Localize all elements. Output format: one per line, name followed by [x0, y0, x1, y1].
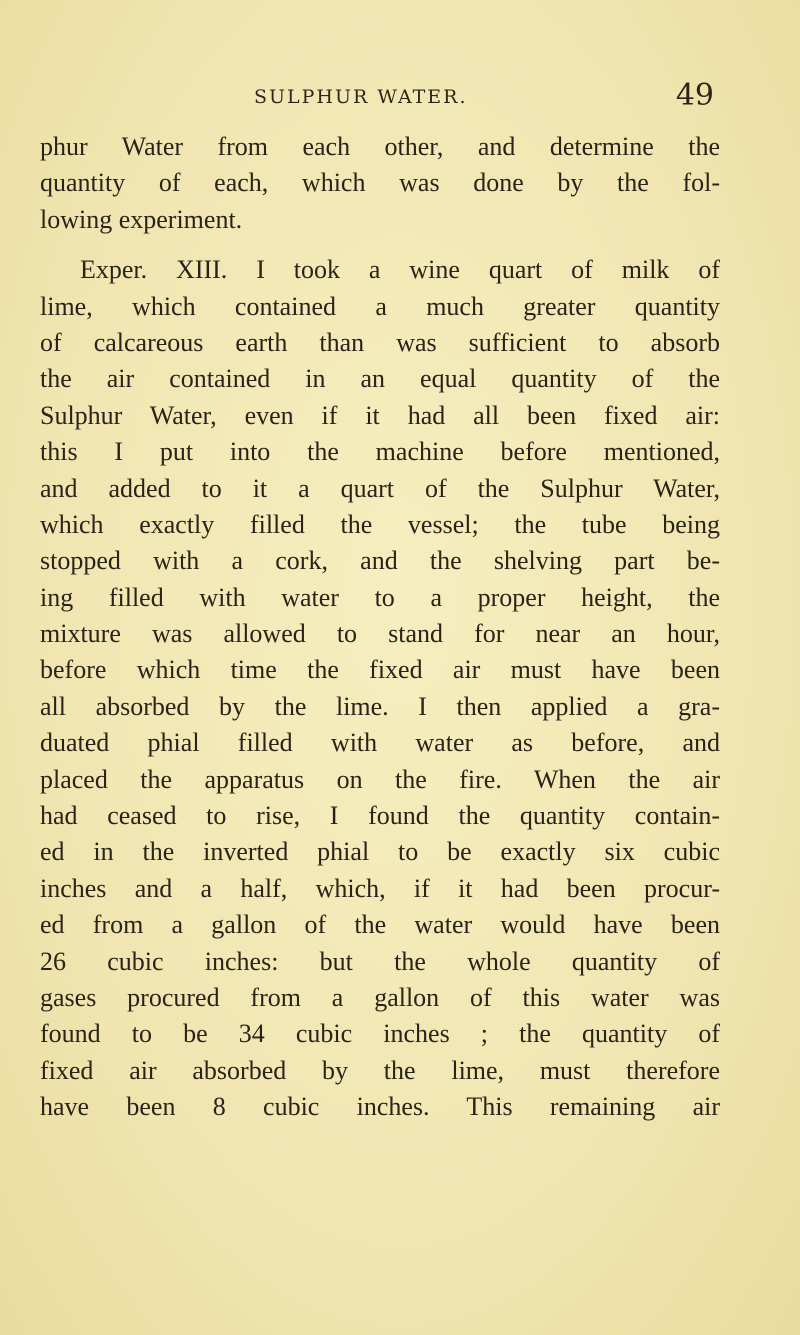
- text-line: which exactly filled the vessel; the tube being: [40, 509, 720, 539]
- text-line: quantity of each, which was done by the fol-: [40, 168, 720, 198]
- text-line: before which time the fixed air must have been: [40, 655, 720, 685]
- text-line: ed in the inverted phial to be exactly six cubic: [40, 837, 720, 867]
- text-line: lime, which contained a much greater quantity: [40, 291, 720, 321]
- text-line: ed from a gallon of the water would have been: [40, 910, 720, 940]
- text-line: duated phial filled with water as before, and: [40, 728, 720, 758]
- text-line: placed the apparatus on the fire. When the air: [40, 764, 720, 794]
- text-line: had ceased to rise, I found the quantity contain-: [40, 801, 720, 831]
- text-line: of calcareous earth than was sufficient to absorb: [40, 327, 720, 357]
- text-line: have been 8 cubic inches. This remaining air: [40, 1092, 720, 1122]
- page-number: 49: [675, 78, 714, 113]
- text-line: Exper. XIII. I took a wine quart of milk of: [80, 255, 720, 285]
- running-head: [254, 78, 714, 116]
- text-line: phur Water from each other, and determine the: [40, 132, 720, 161]
- text-line: lowing experiment.: [40, 204, 243, 234]
- text-line: all absorbed by the lime. I then applied a gra-: [40, 691, 720, 721]
- running-title: SULPHUR WATER.: [254, 86, 468, 108]
- text-line: 26 cubic inches: but the whole quantity of: [40, 946, 720, 976]
- text-line: Sulphur Water, even if it had all been fixed air:: [40, 400, 720, 430]
- text-line: mixture was allowed to stand for near an hour,: [40, 619, 720, 649]
- text-line: and added to it a quart of the Sulphur Water,: [40, 473, 720, 503]
- text-line: this I put into the machine before mentioned,: [40, 437, 720, 467]
- text-line: fixed air absorbed by the lime, must therefore: [40, 1055, 720, 1085]
- text-line: ing filled with water to a proper height, the: [40, 582, 720, 612]
- text-line: found to be 34 cubic inches ; the quantity of: [40, 1019, 720, 1049]
- text-line: gases procured from a gallon of this water was: [40, 982, 720, 1012]
- text-line: inches and a half, which, if it had been procur-: [40, 873, 720, 903]
- text-line: stopped with a cork, and the shelving part be-: [40, 546, 720, 576]
- paragraph-gap: [40, 238, 720, 252]
- text-line: the air contained in an equal quantity of the: [40, 364, 720, 394]
- body-text: [40, 129, 720, 1126]
